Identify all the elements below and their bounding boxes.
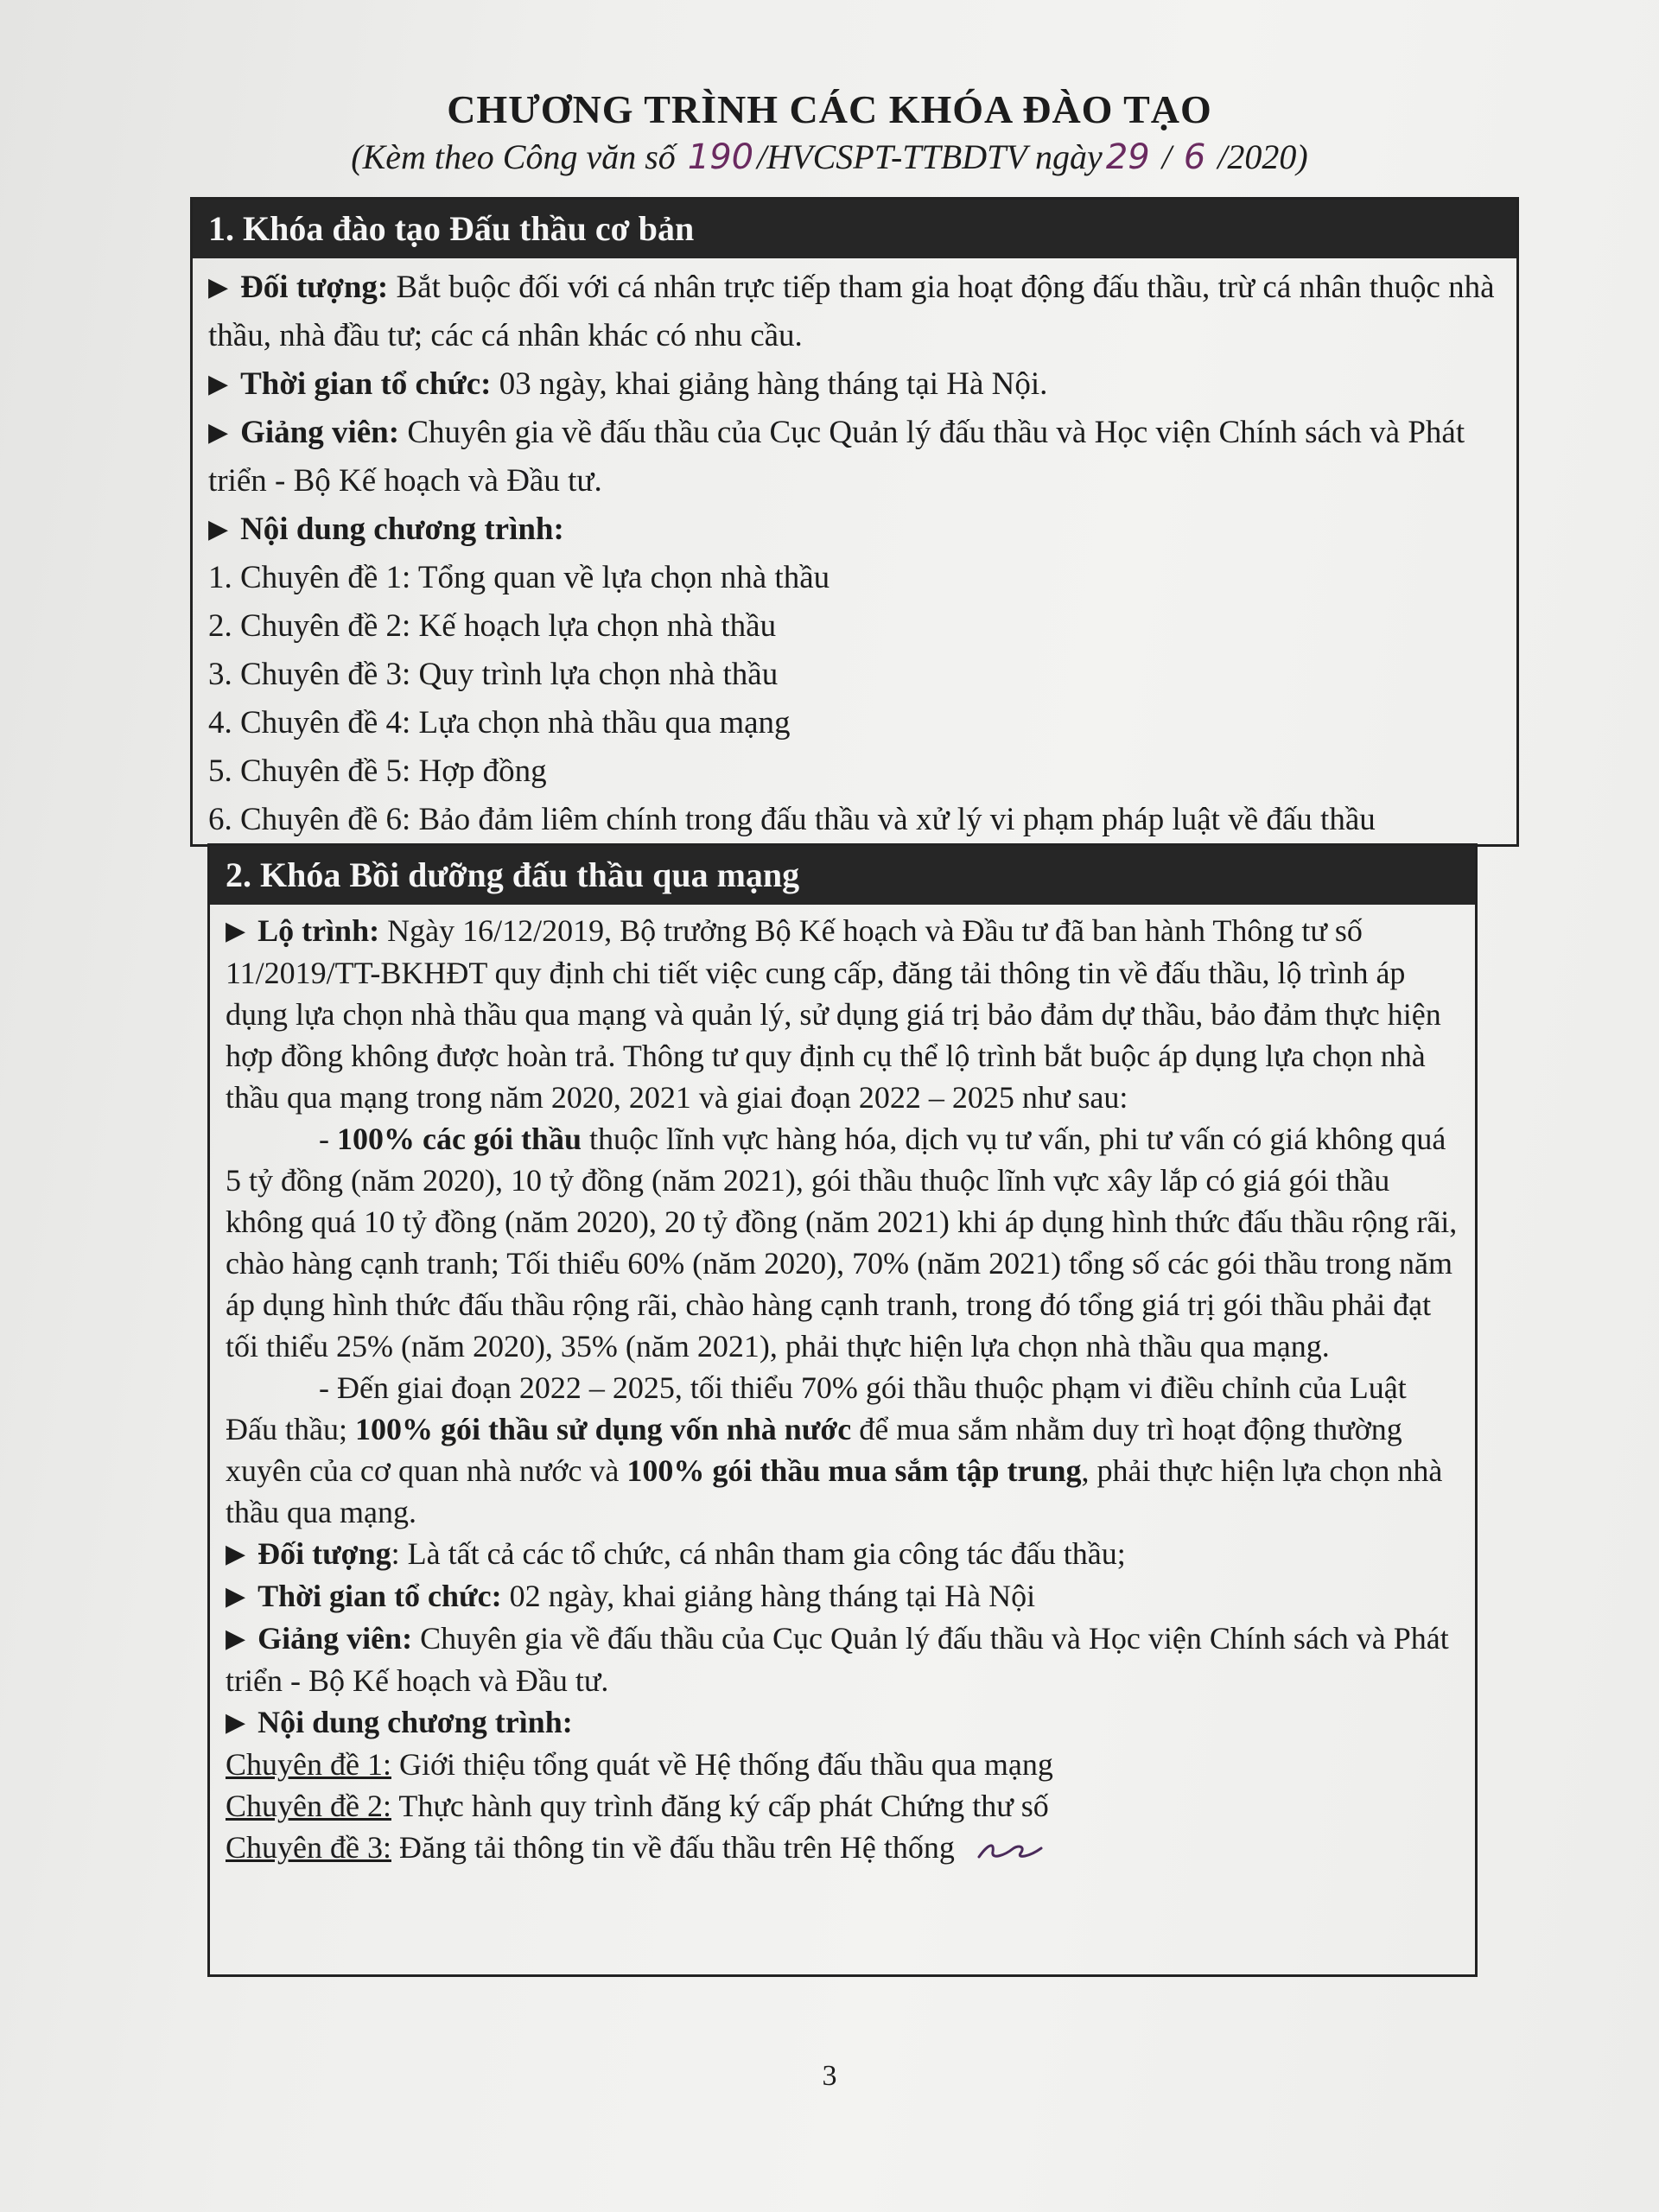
s1-giang-vien-text: Chuyên gia về đấu thầu của Cục Quản lý đấu thầu và Học viện Chính sách và Phát triển - Bộ Kế hoạch và Đầu tư. [208,415,1465,499]
bullet-triangle-icon: ▶ [208,273,229,302]
s2-para-2-c: để mua sắm nhằm duy trì hoạt động thường xuyên của cơ quan nhà nước và [226,1412,1402,1488]
s1-noi-dung-label: Nội dung chương trình: [240,512,564,547]
bullet-triangle-icon: ▶ [226,1582,246,1611]
s2-thoi-gian-text: 02 ngày, khai giảng hàng tháng tại Hà Nội [501,1579,1036,1613]
topic-text: Thực hành quy trình đăng ký cấp phát Chứng thư số [391,1789,1049,1823]
s2-para-1-text: thuộc lĩnh vực hàng hóa, dịch vụ tư vấn, phi tư vấn có giá không quá 5 tỷ đồng (năm 2020), 10 tỷ đồng (năm 2021), gói thầu thuộc lĩnh vực xây lắp có giá gói thầu không quá 10 tỷ đồng (năm 2020), 20 tỷ đồng (năm 2021) khi áp dụng hình thức đấu thầu rộng rãi, chào hàng cạnh tranh; Tối thiểu 60% (năm 2020), 70% (năm 2021) tổng số các gói thầu trong năm áp dụng hình thức đấu thầu rộng rãi, chào hàng cạnh tranh, trong đó tổng giá trị gói thầu phải đạt tối thiểu 25% (năm 2020), 35% (năm 2021), phải thực hiện lựa chọn nhà thầu qua mạng. [226,1122,1458,1363]
s2-giang-vien [226,1618,1459,1701]
bullet-triangle-icon: ▶ [208,370,229,398]
s1-giang-vien-label: Giảng viên: [240,415,400,450]
s2-para-1-bold: 100% các gói thầu [337,1122,582,1156]
handwritten-month: 6 [1183,137,1206,177]
handwritten-number: 190 [687,137,754,177]
s2-giang-vien-text: Chuyên gia về đấu thầu của Cục Quản lý đấu thầu và Học viện Chính sách và Phát triển - Bộ Kế hoạch và Đầu tư. [226,1621,1449,1698]
s1-thoi-gian [208,360,1501,409]
s2-lo-trinh-text: Ngày 16/12/2019, Bộ trưởng Bộ Kế hoạch và Đầu tư đã ban hành Thông tư số 11/2019/TT-BKHĐT quy định chi tiết việc cung cấp, đăng tải thông tin về đấu thầu, lộ trình áp dụng lựa chọn nhà thầu qua mạng và quản lý, sử dụng giá trị bảo đảm dự thầu, bảo đảm thực hiện hợp đồng không được hoàn trả. Thông tư quy định cụ thể lộ trình bắt buộc áp dụng lựa chọn nhà thầu qua mạng trong năm 2020, 2021 và giai đoạn 2022 – 2025 như sau: [226,913,1441,1115]
topic-item [226,1827,1459,1868]
list-item: 1. Chuyên đề 1: Tổng quan về lựa chọn nhà thầu [208,560,830,595]
handwritten-day: 29 [1105,137,1150,177]
s1-doi-tuong [208,264,1501,360]
section-2-header: 2. Khóa Bồi dưỡng đấu thầu qua mạng [210,846,1475,905]
s2-para-1 [226,1118,1459,1367]
page-number: 3 [822,2060,837,2092]
s1-doi-tuong-label: Đối tượng: [240,270,389,305]
bullet-triangle-icon: ▶ [226,1540,246,1568]
s2-lo-trinh-label: Lộ trình: [257,913,380,948]
subtitle-suffix: /2020) [1209,137,1308,176]
s2-para-2 [226,1367,1459,1533]
topic-label: Chuyên đề 3: [226,1830,391,1865]
s1-noi-dung [208,505,1501,554]
s2-thoi-gian [226,1575,1459,1618]
bullet-triangle-icon: ▶ [226,1708,246,1737]
s2-thoi-gian-label: Thời gian tổ chức: [257,1579,502,1613]
list-item: 6. Chuyên đề 6: Bảo đảm liêm chính trong đấu thầu và xử lý vi phạm pháp luật về đấu thầu [208,802,1376,837]
section-1-header: 1. Khóa đào tạo Đấu thầu cơ bản [193,200,1516,258]
topic-text: Đăng tải thông tin về đấu thầu trên Hệ thống [391,1830,955,1865]
topic-label: Chuyên đề 2: [226,1789,391,1823]
initials-signature-icon [976,1838,1045,1864]
s2-para-2-e: , phải thực hiện lựa chọn nhà thầu qua mạng. [226,1453,1443,1529]
s2-para-2-bold-1: 100% gói thầu sử dụng vốn nhà nước [354,1412,852,1446]
topic-text: Giới thiệu tổng quát về Hệ thống đấu thầu qua mạng [391,1747,1053,1782]
document-title: CHƯƠNG TRÌNH CÁC KHÓA ĐÀO TẠO [447,87,1212,131]
bullet-triangle-icon: ▶ [226,917,246,945]
list-item: 4. Chuyên đề 4: Lựa chọn nhà thầu qua mạng [208,705,791,741]
topic-label: Chuyên đề 1: [226,1747,391,1782]
subtitle-prefix: (Kèm theo Công văn số [351,137,684,176]
section-2-box [207,843,1478,1977]
subtitle-sep: / [1153,137,1180,176]
section-2-content [210,905,1475,1868]
s2-para-2-bold-2: 100% gói thầu mua sắm tập trung [626,1453,1082,1488]
s2-doi-tuong-text: : Là tất cả các tổ chức, cá nhân tham gia công tác đấu thầu; [391,1536,1126,1571]
s2-giang-vien-label: Giảng viên: [257,1621,413,1656]
list-item: 2. Chuyên đề 2: Kế hoạch lựa chọn nhà thầu [208,608,777,644]
bullet-triangle-icon: ▶ [208,515,229,543]
dash: - [319,1122,337,1156]
topic-item [226,1785,1459,1827]
subtitle-middle: /HVCSPT-TTBDTV ngày [757,137,1103,176]
s1-thoi-gian-text: 03 ngày, khai giảng hàng tháng tại Hà Nội. [491,366,1048,402]
s2-lo-trinh [226,910,1459,1118]
s2-noi-dung [226,1701,1459,1744]
list-item: 5. Chuyên đề 5: Hợp đồng [208,753,547,789]
s1-doi-tuong-text: Bắt buộc đối với cá nhân trực tiếp tham gia hoạt động đấu thầu, trừ cá nhân thuộc nhà thầu, nhà đầu tư; các cá nhân khác có nhu cầu. [208,270,1495,353]
section-1-content [193,258,1516,844]
section-1-box [190,197,1519,847]
s2-para-2-a: - Đến giai đoạn 2022 – 2025, tối thiểu 70% gói thầu thuộc phạm vi điều chỉnh của Luật Đấu thầu; [226,1370,1407,1446]
s2-doi-tuong-label: Đối tượng [257,1536,391,1571]
bullet-triangle-icon: ▶ [208,418,229,447]
topic-item [226,1744,1459,1785]
s1-giang-vien [208,409,1501,505]
s1-thoi-gian-label: Thời gian tổ chức: [240,366,492,402]
s2-doi-tuong [226,1533,1459,1575]
list-item: 3. Chuyên đề 3: Quy trình lựa chọn nhà thầu [208,657,779,692]
bullet-triangle-icon: ▶ [226,1624,246,1653]
s2-noi-dung-label: Nội dung chương trình: [257,1705,573,1739]
document-subtitle [0,137,1659,177]
